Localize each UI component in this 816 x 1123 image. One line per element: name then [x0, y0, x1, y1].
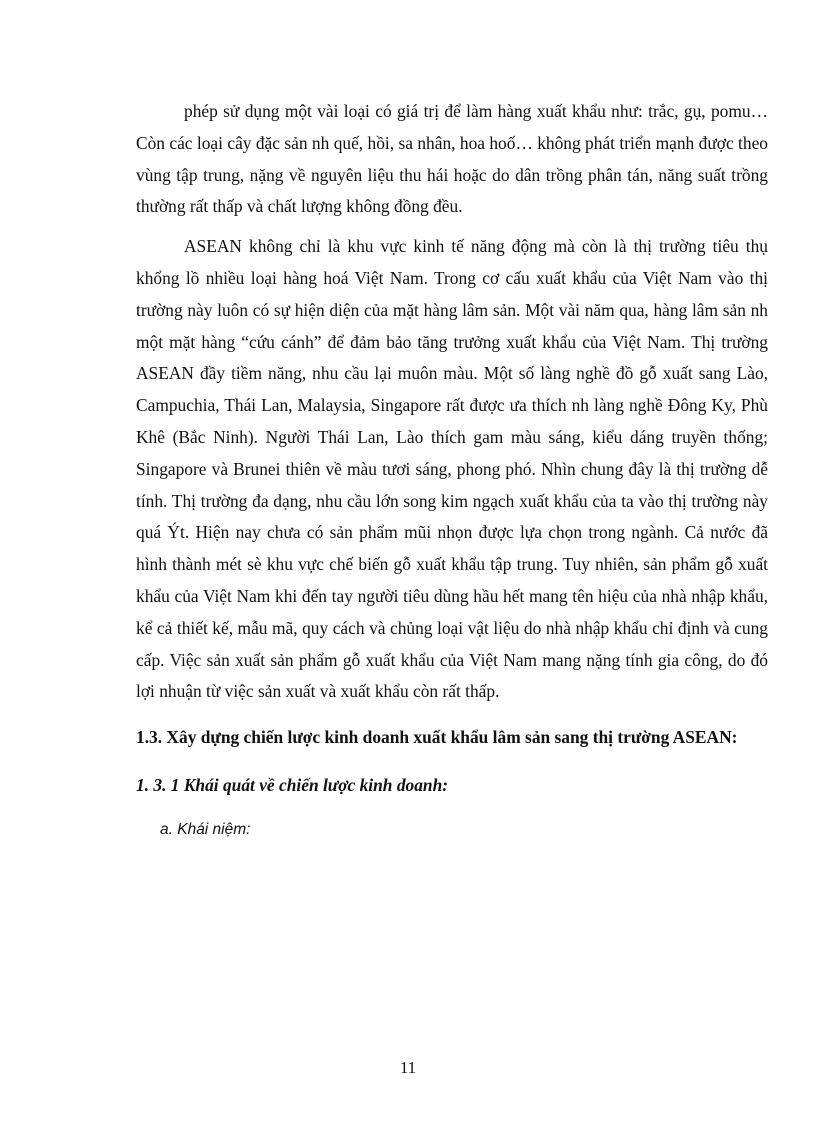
paragraph-asean-market: ASEAN không chỉ là khu vực kinh tế năng động mà còn là thị trường tiêu thụ khổng lồ nhiều loại hàng hoá Việt Nam. Trong cơ cấu xuất khẩu của Việt Nam vào thị trường này luôn có sự hiện diện của mặt hàng lâm sản. Một vài năm qua, hàng lâm sản nh một mặt hàng “cứu cánh” để đảm bảo tăng trưởng xuất khẩu của Việt Nam. Thị trường ASEAN đầy tiềm năng, nhu cầu lại muôn màu. Một số làng nghề đồ gỗ xuất sang Lào, Campuchia, Thái Lan, Malaysia, Singapore rất được ưa thích nh làng nghề Đông Ky, Phù Khê (Bắc Ninh). Người Thái Lan, Lào thích gam màu sáng, kiểu dáng truyền thống; Singapore và Brunei thiên về màu tươi sáng, phong phó. Nhìn chung đây là thị trường dễ tính. Thị trường đa dạng, nhu cầu lớn song kim ngạch xuất khẩu của ta vào thị trường này quá Ýt. Hiện nay chưa có sản phẩm mũi nhọn được lựa chọn trong ngành. Cả nước đã hình thành mét sè khu vực chế biến gỗ xuất khẩu tập trung. Tuy nhiên, sản phẩm gỗ xuất khẩu của Việt Nam khi đến tay người tiêu dùng hầu hết mang tên hiệu của nhà nhập khẩu, kể cả thiết kế, mẫu mã, quy cách và chủng loại vật liệu do nhà nhập khẩu chỉ định và cung cấp. Việc sản xuất sản phẩm gỗ xuất khẩu của Việt Nam mang nặng tính gia công, do đó lợi nhuận từ việc sản xuất và xuất khẩu còn rất thấp. — [136, 236, 768, 702]
page-number: 11 — [399, 1058, 417, 1077]
document-page — [136, 96, 768, 846]
paragraph-forest-products: phép sử dụng một vài loại có giá trị để làm hàng xuất khẩu như: trắc, gụ, pomu… Còn các loại cây đặc sản nh quế, hồi, sa nhân, hoa hoố… không phát triển mạnh được theo vùng tập trung, nặng về nguyên liệu thu hái hoặc do dân trồng phân tán, năng suất trồng thường rất thấp và chất lượng không đồng đều. — [136, 101, 768, 217]
section-heading: 1.3. Xây dựng chiến lược kinh doanh xuất khẩu lâm sản sang thị trường ASEAN: — [136, 727, 738, 748]
subsection-heading: 1. 3. 1 Khái quát về chiến lược kinh doanh: — [136, 774, 449, 795]
list-item-concept: a. Khái niệm: — [160, 820, 251, 838]
